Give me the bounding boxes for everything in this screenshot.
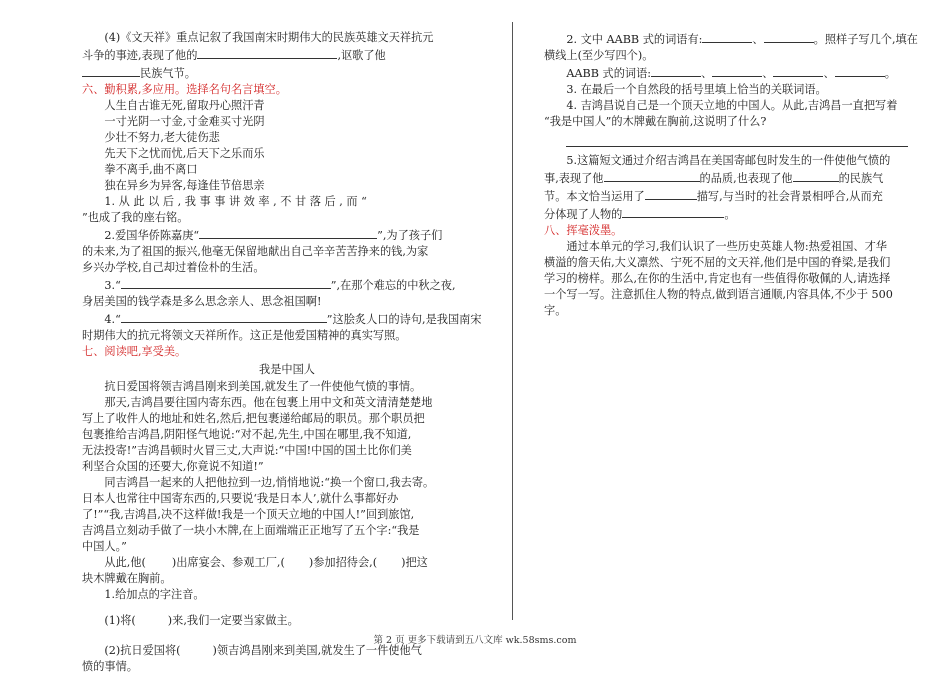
fill-2-line1: 2.爱国华侨陈嘉庚“ ”,为了孩子们 — [82, 226, 492, 244]
essay-line2: 横溢的詹天佑,大义凛然、宁死不屈的文天祥,他们是中国的脊梁,是我们 — [544, 256, 891, 269]
story-para-4-line1: 从此,他( )出席宴会、参观工厂,( )参加招待会,( )把这 — [104, 556, 428, 569]
question-5-line4: 分体现了人物的 。 — [544, 205, 924, 223]
q4-line1: (4)《文天祥》重点记叙了我国南宋时期伟大的民族英雄文天祥抗元 — [104, 31, 434, 44]
answer-line[interactable] — [566, 136, 908, 147]
blank[interactable] — [835, 64, 885, 77]
q4-line2: 斗争的事迹,表现了他的 ,讴歌了他 — [82, 46, 492, 64]
quote-5: 拳不离手,曲不离口 — [104, 163, 198, 176]
question-2-line2: 横线上(至少写四个)。 — [544, 49, 654, 62]
quote-6: 独在异乡为异客,每逢佳节倍思亲 — [104, 179, 265, 192]
fill-3-line2: 身居美国的钱学森是多么思念亲人、思念祖国啊! — [82, 295, 322, 308]
blank[interactable] — [622, 205, 724, 218]
blank[interactable] — [773, 64, 823, 77]
essay-line5: 字。 — [544, 304, 567, 317]
story-para-2-line1: 那天,吉鸿昌要往国内寄东西。他在包裹上用中文和英文清清楚楚地 — [104, 396, 433, 409]
blank[interactable] — [651, 64, 701, 77]
fill-1-line1: 1. 从 此 以 后 , 我 事 事 讲 效 率 , 不 甘 落 后 , 而 “ — [104, 195, 367, 208]
question-1: 1.给加点的字注音。 — [104, 588, 205, 601]
right-column — [544, 30, 924, 319]
column-divider — [512, 22, 513, 620]
q4-line3: 民族气节。 — [82, 64, 492, 82]
question-5-line2: 事,表现了他 的品质,也表现了他 的民族气 — [544, 169, 924, 187]
left-column — [82, 30, 492, 675]
question-1-2-line2: 愤的事情。 — [82, 660, 138, 673]
question-1-2-line1: (2)抗日爱国将( )领吉鸿昌刚来到美国,就发生了一件使他气 — [104, 644, 422, 657]
blank[interactable] — [793, 169, 839, 182]
section-7-heading: 七、阅读吧,享受美。 — [82, 345, 187, 358]
fill-3-line1: 3.“ ”,在那个难忘的中秋之夜, — [82, 276, 492, 294]
quote-4: 先天下之忧而忧,后天下之乐而乐 — [104, 147, 265, 160]
section-6-heading: 六、勤积累,多应用。选择名句名言填空。 — [82, 83, 287, 96]
story-title: 我是中国人 — [259, 363, 315, 376]
story-para-2-line3: 包裹推给吉鸿昌,阴阳怪气地说:“对不起,先生,中国在哪里,我不知道, — [82, 428, 412, 441]
story-para-2-line2: 写上了收件人的地址和姓名,然后,把包裹递给邮局的职员。那个职员把 — [82, 412, 425, 425]
question-2-line1: 2. 文中 AABB 式的词语有: 、 。照样子写几个,填在 — [544, 30, 924, 48]
fill-4-line1: 4.“ ”这脍炙人口的诗句,是我国南宋 — [82, 310, 492, 328]
question-5-line1: 5.这篇短文通过介绍吉鸿昌在美国寄邮包时发生的一件使他气愤的 — [566, 154, 891, 167]
question-2-line3: AABB 式的词语: 、 、 、 。 — [544, 64, 924, 82]
section-8-heading: 八、挥毫泼墨。 — [544, 224, 623, 237]
blank[interactable] — [82, 64, 140, 77]
story-para-1: 抗日爱国将领吉鸿昌刚来到美国,就发生了一件使他气愤的事情。 — [104, 380, 422, 393]
question-1-1: (1)将( )来,我们一定要当家做主。 — [104, 614, 299, 627]
story-para-3-line4: 吉鸿昌立刻动手做了一块小木牌,在上面端端正正地写了五个字:“我是 — [82, 524, 420, 537]
essay-line1: 通过本单元的学习,我们认识了一些历史英雄人物:热爱祖国、才华 — [566, 240, 887, 253]
question-4-line2: “我是中国人”的木牌戴在胸前,这说明了什么? — [544, 115, 767, 128]
blank[interactable] — [121, 276, 331, 289]
story-para-3-line3: 了!”“我,吉鸿昌,决不这样做!我是一个顶天立地的中国人!”回到旅馆, — [82, 508, 415, 521]
story-para-2-line5: 利坚合众国的还要大,你竟说不知道!” — [82, 460, 264, 473]
quote-3: 少壮不努力,老大徒伤悲 — [104, 131, 220, 144]
blank[interactable] — [197, 46, 337, 59]
story-para-2-line4: 无法投寄!”吉鸿昌顿时火冒三丈,大声说:“中国!中国的国土比你们美 — [82, 444, 412, 457]
story-para-3-line1: 同吉鸿昌一起来的人把他拉到一边,悄悄地说:“换一个窗口,我去寄。 — [104, 476, 435, 489]
blank[interactable] — [702, 30, 752, 43]
fill-2-line2: 的未来,为了祖国的振兴,他毫无保留地献出自己辛辛苦苦挣来的钱,为家 — [82, 245, 429, 258]
blank[interactable] — [764, 30, 814, 43]
blank[interactable] — [645, 187, 697, 200]
quote-2: 一寸光阴一寸金,寸金难买寸光阴 — [104, 115, 265, 128]
blank[interactable] — [121, 310, 327, 323]
essay-line4: 一个写一写。注意抓住人物的特点,做到语言通顺,内容具体,不少于 500 — [544, 288, 893, 301]
question-4-line1: 4. 吉鸿昌说自己是一个顶天立地的中国人。从此,吉鸿昌一直把写着 — [566, 99, 898, 112]
blank[interactable] — [712, 64, 762, 77]
fill-4-line2: 时期伟大的抗元将领文天祥所作。这正是他爱国精神的真实写照。 — [82, 329, 407, 342]
essay-line3: 学习的榜样。那么,在你的生活中,肯定也有一些值得你敬佩的人,请选择 — [544, 272, 891, 285]
blank[interactable] — [199, 226, 377, 239]
fill-1-line2: ”也成了我的座右铭。 — [82, 211, 189, 224]
question-3: 3. 在最后一个自然段的括号里填上恰当的关联词语。 — [566, 83, 827, 96]
story-para-3-line5: 中国人。” — [82, 540, 127, 553]
quote-1: 人生自古谁无死,留取丹心照汗青 — [104, 99, 265, 112]
story-para-3-line2: 日本人也常往中国寄东西的,只要说‘我是日本人’,就什么事都好办 — [82, 492, 399, 505]
story-para-4-line2: 块木牌戴在胸前。 — [82, 572, 172, 585]
fill-2-line3: 乡兴办学校,自己却过着俭朴的生活。 — [82, 261, 265, 274]
page-footer: 第 2 页 更多下载请到五八文库 wk.58sms.com — [373, 635, 577, 646]
blank[interactable] — [604, 169, 700, 182]
question-5-line3: 节。本文恰当运用了 描写,与当时的社会背景相呼合,从而充 — [544, 187, 924, 205]
